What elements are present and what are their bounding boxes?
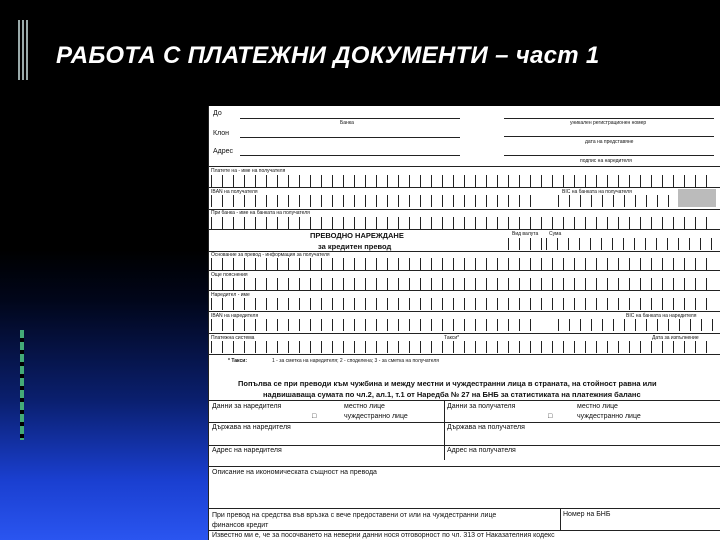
label-do: До bbox=[213, 110, 222, 117]
label-bic-beneficiary: BIC на банката на получателя bbox=[562, 189, 632, 195]
bank-beneficiary-cells[interactable] bbox=[211, 217, 711, 229]
fees-note-label: * Такси: bbox=[228, 358, 248, 364]
cross-border-line1: Попълва се при преводи към чужбина и между местни и чуждестранни лица в страната, на стойност равна или bbox=[238, 379, 657, 388]
field-unique-reg[interactable] bbox=[504, 118, 714, 119]
field-signature[interactable] bbox=[504, 155, 714, 156]
shaded-cell bbox=[678, 189, 716, 207]
label-payer-address: Адрес на наредителя bbox=[212, 447, 282, 454]
label-date: дата на представяне bbox=[585, 139, 634, 145]
field-adres[interactable] bbox=[240, 155, 460, 156]
label-iban-payer: IBAN на наредителя bbox=[211, 313, 259, 319]
cross-border-line2: надвишаваща сумата по чл.2, ал.1, т.1 от Наредба № 27 на БНБ за статистиката на платежния баланс bbox=[263, 390, 641, 399]
label-unique-reg: уникален регистрационен номер bbox=[570, 120, 647, 126]
currency-cells[interactable] bbox=[508, 238, 548, 250]
label-beneficiary-country: Държава на получателя bbox=[447, 424, 525, 431]
label-beneficiary-data: Данни за получателя bbox=[447, 403, 516, 410]
label-bic-payer: BIC на банката на наредителя bbox=[626, 313, 697, 319]
loan-text-2: финансов кредит bbox=[212, 522, 269, 529]
label-currency: Вид валута bbox=[512, 231, 539, 237]
field-date[interactable] bbox=[504, 136, 714, 137]
label-adres: Адрес bbox=[213, 148, 234, 155]
iban-payer-cells[interactable] bbox=[211, 319, 531, 331]
label-bank: Банка bbox=[340, 120, 354, 126]
loan-text-1: При превод на средства във връзка с вече предоставени от или на чуждестранни лице bbox=[212, 512, 497, 519]
label-payer-name: Наредител - име bbox=[211, 292, 250, 298]
bic-payer-cells[interactable] bbox=[558, 319, 713, 331]
label-more-info: Още пояснения bbox=[211, 272, 248, 278]
label-fees: Такси* bbox=[444, 335, 460, 341]
label-payer-data: Данни за наредителя bbox=[212, 403, 282, 410]
label-payment-system: Платежна система bbox=[211, 335, 255, 341]
payer-foreign-checkbox[interactable]: □ bbox=[312, 413, 317, 420]
label-signature: подпис на наредителя bbox=[580, 158, 632, 164]
field-do[interactable] bbox=[240, 118, 460, 119]
decorative-side-bar bbox=[20, 330, 24, 440]
beneficiary-name-cells[interactable] bbox=[211, 175, 711, 187]
more-info-cells[interactable] bbox=[211, 278, 711, 290]
fees-note: 1 - за сметка на наредителя; 2 - споделена; 3 - за сметка на получателя bbox=[272, 358, 440, 364]
label-payer-country: Държава на наредителя bbox=[212, 424, 291, 431]
label-klon: Клон bbox=[213, 130, 229, 137]
reason-cells[interactable] bbox=[211, 258, 711, 270]
label-bnb-number: Номер на БНБ bbox=[563, 511, 611, 518]
payer-name-cells[interactable] bbox=[211, 298, 711, 310]
payment-system-cells[interactable] bbox=[211, 341, 711, 353]
label-iban-beneficiary: IBAN на получателя bbox=[211, 189, 258, 195]
doc-title: ПРЕВОДНО НАРЕЖДАНЕ bbox=[310, 231, 404, 240]
slide-title: РАБОТА С ПЛАТЕЖНИ ДОКУМЕНТИ – част 1 bbox=[56, 42, 600, 69]
label-beneficiary-name: Платете на - име на получателя bbox=[211, 168, 286, 174]
label-amount: Сума bbox=[549, 231, 562, 237]
amount-cells[interactable] bbox=[546, 238, 713, 250]
label-exec-date: Дата за изпълнение bbox=[652, 335, 699, 341]
iban-beneficiary-cells[interactable] bbox=[211, 195, 531, 207]
payment-order-form bbox=[208, 106, 720, 540]
label-bank-beneficiary: При банка - име на банката на получателя bbox=[211, 210, 310, 216]
field-klon[interactable] bbox=[240, 137, 460, 138]
decorative-stripes bbox=[18, 20, 28, 80]
beneficiary-foreign: чуждестранно лице bbox=[577, 413, 641, 420]
doc-subtitle: за кредитен превод bbox=[318, 242, 392, 251]
payer-foreign: чуждестранно лице bbox=[344, 413, 408, 420]
label-economic-desc: Описание на икономическата същност на превода bbox=[212, 469, 377, 476]
beneficiary-local: местно лице bbox=[577, 403, 618, 410]
label-reason: Основание за превод - информация за получателя bbox=[211, 252, 330, 258]
label-beneficiary-address: Адрес на получателя bbox=[447, 447, 516, 454]
payer-local: местно лице bbox=[344, 403, 385, 410]
beneficiary-foreign-checkbox[interactable]: □ bbox=[548, 413, 553, 420]
bottom-text: Известно ми е, че за посочването на неверни данни нося отговорност по чл. 313 от Наказателния кодекс bbox=[212, 532, 555, 539]
